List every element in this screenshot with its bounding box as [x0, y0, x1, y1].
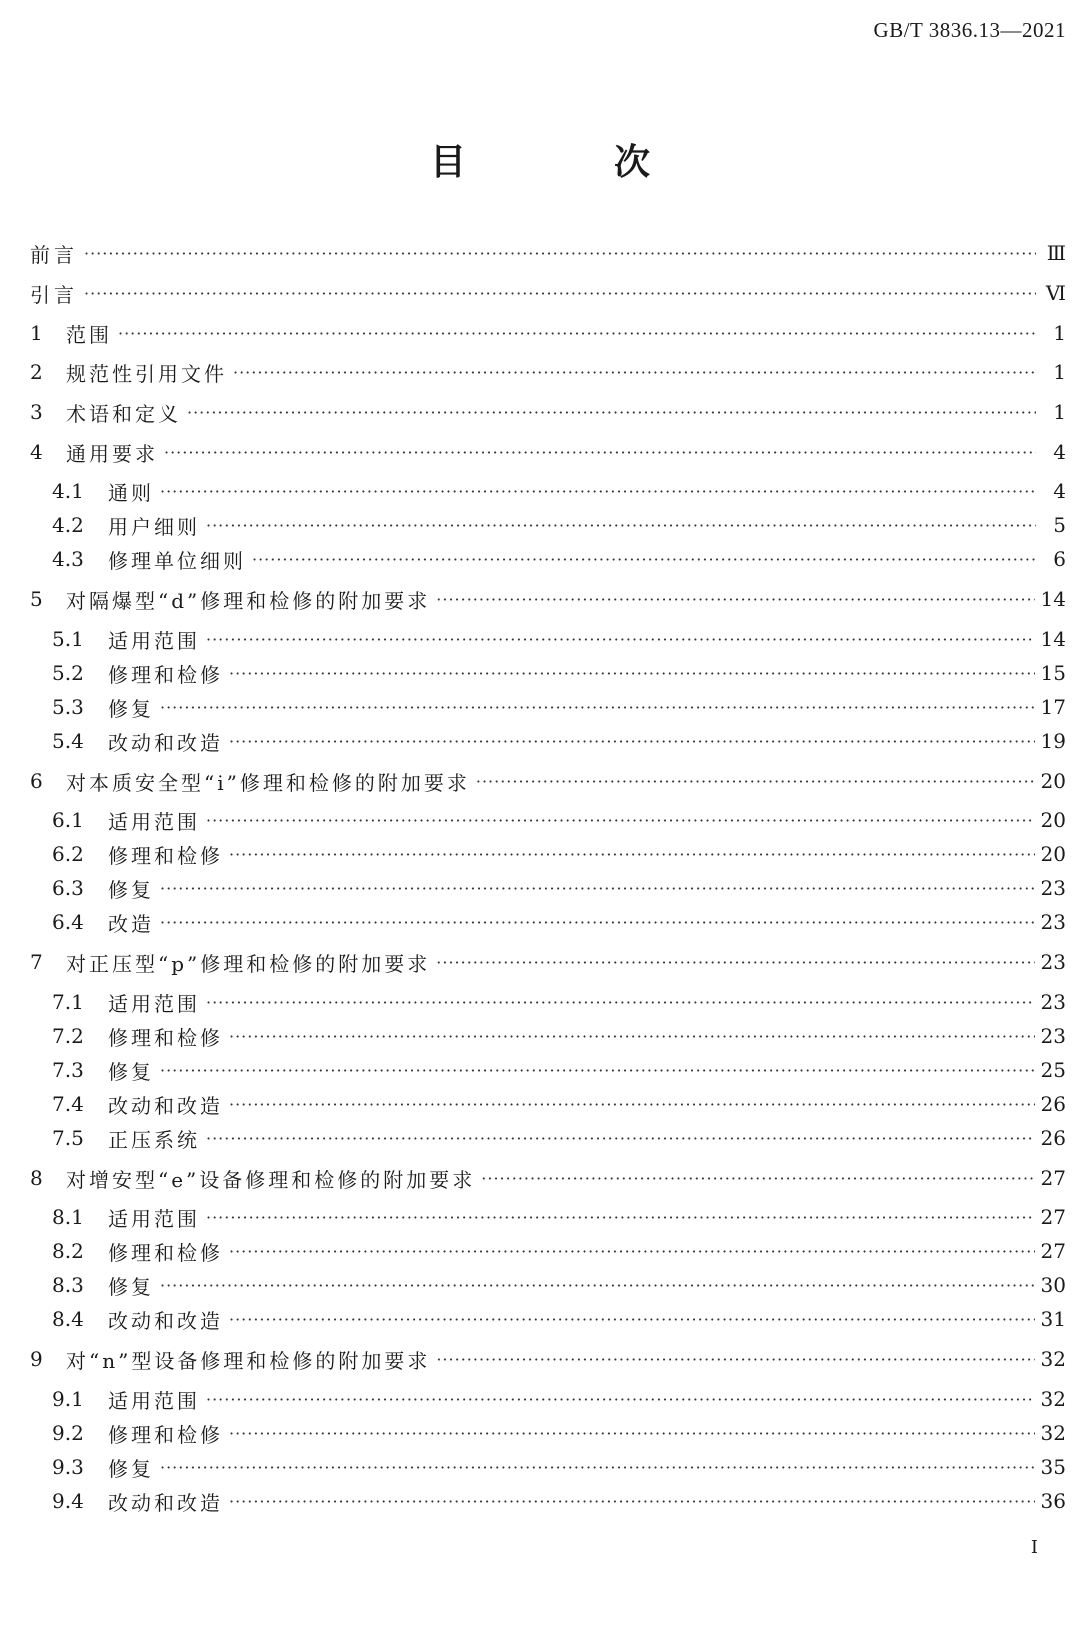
toc-entry-number: 9.4 [52, 1489, 84, 1513]
toc-dot-leader [229, 1310, 1035, 1329]
toc-entry-label: 修理和检修 [108, 662, 223, 687]
toc-entry-number: 8.4 [52, 1307, 84, 1331]
toc-entry-label: 修理和检修 [108, 1240, 223, 1265]
toc-entry-label: 适用范围 [108, 1206, 200, 1231]
toc-entry-page: 27 [1040, 1239, 1066, 1263]
toc-entry-label: 通用要求 [66, 441, 158, 466]
toc-entry[interactable] [52, 508, 1066, 542]
toc-entry-page: 4 [1053, 479, 1066, 503]
toc-entry-number: 6.1 [52, 808, 84, 832]
toc-entry-number: 7 [30, 950, 43, 974]
toc-entry-page: 31 [1040, 1307, 1066, 1331]
toc-dot-leader [160, 698, 1035, 717]
standard-number: GB/T 3836.13—2021 [873, 18, 1066, 42]
toc-entry-page: 25 [1040, 1058, 1066, 1082]
toc-entry-page: 23 [1040, 990, 1066, 1014]
toc-dot-leader [436, 953, 1034, 972]
toc-dot-leader [436, 590, 1034, 609]
toc-entry-label: 对“n”型设备修理和检修的附加要求 [66, 1348, 431, 1373]
toc-entry[interactable] [52, 803, 1066, 837]
toc-dot-leader [229, 664, 1035, 683]
toc-entry-number: 5.4 [52, 729, 84, 753]
toc-entry-label: 对隔爆型“d”修理和检修的附加要求 [66, 588, 431, 613]
toc-entry-page: 32 [1040, 1387, 1066, 1411]
toc-dot-leader [229, 1424, 1035, 1443]
toc-entry-number: 3 [30, 400, 43, 424]
toc-entry-number: 4.3 [52, 547, 84, 571]
toc-dot-leader [187, 403, 1036, 422]
toc-entry-label: 修复 [108, 877, 154, 902]
toc-entry[interactable] [52, 1019, 1066, 1053]
toc-entry-number: 7.2 [52, 1024, 84, 1048]
toc-entry-page: 1 [1053, 321, 1066, 345]
toc-entry-label: 适用范围 [108, 628, 200, 653]
toc-entry-number: 5.2 [52, 661, 84, 685]
toc-entry-page: 36 [1040, 1489, 1066, 1513]
toc-entry[interactable] [52, 1382, 1066, 1416]
toc-entry-label: 术语和定义 [66, 401, 181, 426]
toc-entry-page: 27 [1040, 1205, 1066, 1229]
toc-entry[interactable] [52, 1302, 1066, 1336]
toc-entry-label: 改动和改造 [108, 730, 223, 755]
toc-dot-leader [160, 913, 1035, 932]
toc-entry[interactable] [30, 764, 1066, 798]
toc-entry[interactable] [30, 1342, 1066, 1376]
page-title: 目 次 [429, 142, 706, 183]
toc-entry-label: 修复 [108, 1456, 154, 1481]
toc-entry[interactable] [52, 871, 1066, 905]
toc-entry-label: 对本质安全型“i”修理和检修的附加要求 [66, 770, 470, 795]
toc-entry[interactable] [30, 582, 1066, 616]
toc-dot-leader [206, 811, 1035, 830]
toc-dot-leader [229, 845, 1035, 864]
toc-dot-leader [229, 732, 1035, 751]
toc-dot-leader [160, 879, 1035, 898]
toc-entry[interactable] [52, 1121, 1066, 1155]
toc-entry-label: 对增安型“e”设备修理和检修的附加要求 [66, 1167, 476, 1192]
toc-entry-number: 9 [30, 1347, 43, 1371]
toc-entry[interactable] [52, 474, 1066, 508]
toc-entry-number: 7.4 [52, 1092, 84, 1116]
toc-entry[interactable] [30, 1161, 1066, 1195]
toc-entry-page: 20 [1040, 808, 1066, 832]
toc-entry-page: 23 [1040, 910, 1066, 934]
toc-entry-number: 6.2 [52, 842, 84, 866]
toc-entry[interactable] [52, 724, 1066, 758]
toc-entry-page: Ⅵ [1045, 281, 1066, 305]
toc-entry-number: 8.3 [52, 1273, 84, 1297]
toc-entry[interactable] [30, 236, 1066, 270]
toc-entry-label: 改动和改造 [108, 1490, 223, 1515]
toc-dot-leader [84, 284, 1036, 303]
toc-entry[interactable] [52, 1416, 1066, 1450]
toc-entry-number: 6 [30, 769, 43, 793]
toc-dot-leader [481, 1169, 1034, 1188]
toc-dot-leader [229, 1027, 1035, 1046]
toc-entry-page: Ⅲ [1046, 241, 1066, 265]
toc-entry[interactable] [52, 1087, 1066, 1121]
toc-entry-number: 6.4 [52, 910, 84, 934]
toc-dot-leader [229, 1242, 1035, 1261]
toc-dot-leader [229, 1492, 1035, 1511]
toc-entry[interactable] [52, 542, 1066, 576]
toc-entry[interactable] [30, 945, 1066, 979]
toc-entry-label: 正压系统 [108, 1127, 200, 1152]
toc-entry-number: 7.3 [52, 1058, 84, 1082]
toc-entry[interactable] [30, 276, 1066, 310]
toc-entry-page: 19 [1040, 729, 1066, 753]
toc-entry-number: 9.2 [52, 1421, 84, 1445]
toc-entry-page: 27 [1040, 1166, 1066, 1190]
toc-entry-page: 26 [1040, 1092, 1066, 1116]
toc-dot-leader [206, 1390, 1035, 1409]
toc-entry-page: 23 [1040, 950, 1066, 974]
toc-entry-page: 14 [1040, 627, 1066, 651]
toc-entry-label: 改造 [108, 911, 154, 936]
toc-entry-number: 6.3 [52, 876, 84, 900]
toc-entry-number: 5.1 [52, 627, 84, 651]
toc-entry-label: 对正压型“p”修理和检修的附加要求 [66, 951, 431, 976]
toc-entry-number: 8.1 [52, 1205, 84, 1229]
toc-entry-number: 9.1 [52, 1387, 84, 1411]
toc-entry-label: 适用范围 [108, 809, 200, 834]
toc-entry[interactable] [52, 1053, 1066, 1087]
toc-entry-page: 30 [1040, 1273, 1066, 1297]
toc-dot-leader [206, 516, 1036, 535]
toc-entry-page: 23 [1040, 876, 1066, 900]
toc-entry-number: 1 [30, 321, 43, 345]
toc-entry-number: 8 [30, 1166, 43, 1190]
toc-entry[interactable] [52, 985, 1066, 1019]
toc-entry-page: 32 [1040, 1421, 1066, 1445]
toc-entry-number: 7.1 [52, 990, 84, 1014]
toc-entry[interactable] [30, 435, 1066, 469]
toc-entry-number: 2 [30, 360, 43, 384]
toc-entry-number: 4.2 [52, 513, 84, 537]
toc-entry-label: 改动和改造 [108, 1308, 223, 1333]
toc-entry[interactable] [52, 1268, 1066, 1302]
toc-entry[interactable] [30, 316, 1066, 350]
toc-dot-leader [252, 550, 1036, 569]
toc-dot-leader [233, 363, 1036, 382]
toc-entry-number: 8.2 [52, 1239, 84, 1263]
toc-entry-label: 适用范围 [108, 1388, 200, 1413]
toc-entry-page: 32 [1040, 1347, 1066, 1371]
toc-entry-page: 1 [1053, 400, 1066, 424]
toc-entry-label: 通则 [108, 480, 154, 505]
page-folio: Ⅰ [1030, 1537, 1038, 1558]
toc-entry-page: 1 [1053, 360, 1066, 384]
toc-entry[interactable] [52, 1450, 1066, 1484]
toc-dot-leader [476, 772, 1035, 791]
toc-dot-leader [118, 324, 1036, 343]
toc-entry-label: 引言 [30, 282, 78, 307]
toc-entry-page: 20 [1040, 769, 1066, 793]
toc-entry-label: 修复 [108, 1274, 154, 1299]
toc-entry-page: 20 [1040, 842, 1066, 866]
toc-entry-number: 5.3 [52, 695, 84, 719]
toc-entry-label: 适用范围 [108, 991, 200, 1016]
toc-entry-page: 23 [1040, 1024, 1066, 1048]
toc-entry[interactable] [52, 905, 1066, 939]
toc-entry-page: 17 [1040, 695, 1066, 719]
toc-entry-page: 6 [1053, 547, 1066, 571]
toc-dot-leader [160, 1458, 1035, 1477]
toc-entry-label: 规范性引用文件 [66, 361, 227, 386]
toc-dot-leader [160, 1276, 1035, 1295]
toc-entry-label: 修复 [108, 1059, 154, 1084]
toc-entry[interactable] [52, 690, 1066, 724]
toc-entry[interactable] [52, 837, 1066, 871]
toc-entry-page: 15 [1040, 661, 1066, 685]
toc-entry-number: 4.1 [52, 479, 84, 503]
toc-entry-label: 用户细则 [108, 514, 200, 539]
toc-entry-label: 修理和检修 [108, 1422, 223, 1447]
toc-entry-label: 前言 [30, 242, 78, 267]
toc-dot-leader [164, 443, 1036, 462]
toc-entry[interactable] [52, 656, 1066, 690]
toc-dot-leader [160, 482, 1036, 501]
toc-entry-page: 35 [1040, 1455, 1066, 1479]
toc-entry[interactable] [30, 395, 1066, 429]
toc-entry[interactable] [52, 1200, 1066, 1234]
toc-entry[interactable] [30, 355, 1066, 389]
toc-entry-label: 修理单位细则 [108, 548, 246, 573]
toc-entry[interactable] [52, 1234, 1066, 1268]
toc-entry-page: 26 [1040, 1126, 1066, 1150]
toc-entry-label: 范围 [66, 322, 112, 347]
toc-dot-leader [229, 1095, 1035, 1114]
toc-entry[interactable] [52, 622, 1066, 656]
toc-dot-leader [206, 993, 1035, 1012]
toc-entry-label: 修理和检修 [108, 843, 223, 868]
toc-entry-page: 4 [1053, 440, 1066, 464]
toc-entry-number: 5 [30, 587, 43, 611]
toc-dot-leader [436, 1350, 1034, 1369]
toc-dot-leader [206, 630, 1035, 649]
toc-entry-label: 修理和检修 [108, 1025, 223, 1050]
toc-dot-leader [160, 1061, 1035, 1080]
toc-entry-number: 9.3 [52, 1455, 84, 1479]
toc-entry-page: 5 [1053, 513, 1066, 537]
toc-entry-page: 14 [1040, 587, 1066, 611]
toc-entry-number: 4 [30, 440, 43, 464]
toc-dot-leader [206, 1208, 1035, 1227]
toc-entry[interactable] [52, 1484, 1066, 1518]
toc-entry-label: 修复 [108, 696, 154, 721]
toc-entry-label: 改动和改造 [108, 1093, 223, 1118]
toc-dot-leader [84, 244, 1036, 263]
toc-dot-leader [206, 1129, 1035, 1148]
toc-entry-number: 7.5 [52, 1126, 84, 1150]
